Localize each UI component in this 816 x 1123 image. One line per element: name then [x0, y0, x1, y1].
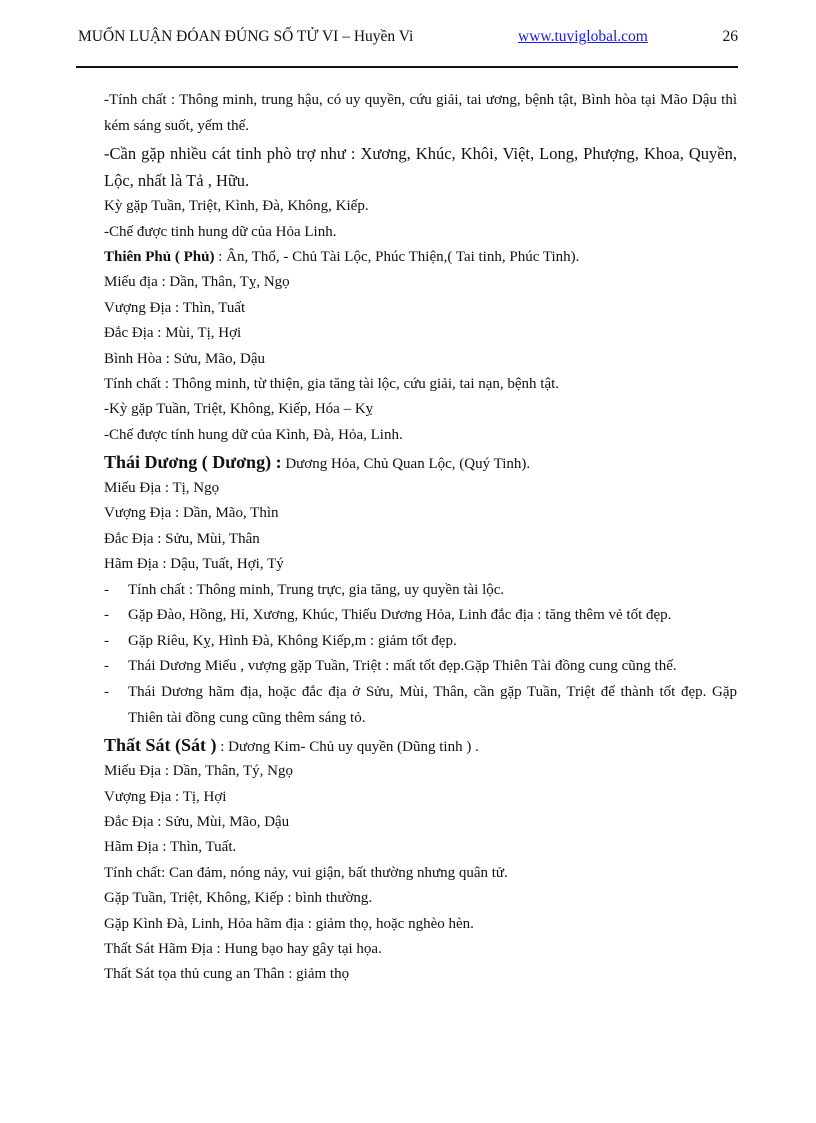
that-sat-line: Gặp Kình Đà, Linh, Hỏa hãm địa : giảm thọ, hoặc nghèo hèn.: [104, 915, 474, 932]
intro-line-3: Kỳ gặp Tuần, Triệt, Kình, Đà, Không, Kiếp.: [104, 198, 369, 215]
bullet-text: Thái Dương Miếu , vượng gặp Tuần, Triệt : mất tốt đẹp.Gặp Thiên Tài đồng cung cũng thế.: [128, 658, 677, 675]
thai-duong-heading-desc: Dương Hỏa, Chủ Quan Lộc, (Quý Tinh).: [281, 456, 531, 473]
thien-phu-line: -Kỳ gặp Tuần, Triệt, Không, Kiếp, Hóa – Kỵ: [104, 401, 374, 418]
that-sat-line: Đắc Địa : Sửu, Mùi, Mão, Dậu: [104, 814, 290, 830]
that-sat-heading: Thất Sát (Sát ): [104, 735, 217, 756]
bullet-text: Gặp Riêu, Kỵ, Hình Đà, Không Kiếp,m : giảm tốt đẹp.: [128, 632, 457, 649]
thien-phu-line: Tính chất : Thông minh, từ thiện, gia tăng tài lộc, cứu giải, tai nạn, bệnh tật.: [104, 375, 560, 392]
thien-phu-heading-desc: : Ân, Thổ, - Chủ Tài Lộc, Phúc Thiện,( Tai tinh, Phúc Tinh).: [214, 248, 580, 265]
bullet-dash: -: [104, 632, 109, 649]
thai-duong-line: Hãm Địa : Dậu, Tuất, Hợi, Tý: [104, 556, 284, 573]
that-sat-line: Miếu Địa : Dần, Thân, Tý, Ngọ: [104, 763, 294, 780]
thien-phu-heading: Thiên Phủ ( Phủ): [104, 248, 215, 265]
header-title: MUỐN LUẬN ĐÓAN ĐÚNG SỐ TỬ VI – Huyền Vi: [78, 28, 414, 45]
bullet-text: Tính chất : Thông minh, Trung trực, gia tăng, uy quyền tài lộc.: [128, 581, 505, 598]
bullet-dash: -: [104, 581, 109, 598]
section-heading-thai-duong: [104, 448, 737, 476]
list-item: [104, 680, 737, 731]
that-sat-line: Gặp Tuần, Triệt, Không, Kiếp : bình thường.: [104, 890, 373, 907]
header-url-link[interactable]: www.tuviglobal.com: [518, 28, 648, 45]
that-sat-line: Thất Sát Hãm Địa : Hung bạo hay gây tại họa.: [104, 940, 382, 957]
section-heading-thien-phu: [104, 245, 737, 270]
thai-duong-bullet-list: [104, 578, 737, 732]
section-heading-that-sat: [104, 731, 737, 759]
thien-phu-line: Miếu địa : Dần, Thân, Tỵ, Ngọ: [104, 274, 290, 291]
bullet-dash: -: [104, 607, 109, 624]
that-sat-line: Thất Sát tọa thủ cung an Thân : giảm thọ: [104, 966, 350, 983]
intro-paragraph-2: -Cần gặp nhiều cát tinh phò trợ như : Xương, Khúc, Khôi, Việt, Long, Phượng, Khoa, Quyền, Lộc, nhất là Tả , Hữu.: [104, 144, 737, 191]
thai-duong-line: Đắc Địa : Sửu, Mùi, Thân: [104, 530, 260, 547]
document-body: [104, 88, 737, 988]
list-item: [104, 629, 737, 655]
thai-duong-line: Miếu Địa : Tị, Ngọ: [104, 480, 220, 497]
that-sat-line: Hãm Địa : Thìn, Tuất.: [104, 839, 237, 856]
bullet-text: Thái Dương hãm địa, hoặc đắc địa ở Sửu, Mùi, Thân, cần gặp Tuần, Triệt để thành tốt đẹp. Gặp Thiên tài đồng cung cũng thêm sáng tỏ.: [128, 684, 737, 726]
intro-line-4: -Chế được tinh hung dữ của Hỏa Linh.: [104, 223, 337, 240]
list-item: [104, 603, 737, 629]
that-sat-line: Tính chất: Can đảm, nóng nảy, vui giận, bất thường nhưng quân tử.: [104, 864, 508, 881]
thai-duong-heading: Thái Dương ( Dương) :: [104, 452, 282, 473]
that-sat-heading-desc: : Dương Kim- Chủ uy quyền (Dũng tinh ) .: [216, 739, 479, 756]
thien-phu-line: -Chế được tính hung dữ của Kình, Đà, Hỏa, Linh.: [104, 426, 403, 443]
bullet-dash: -: [104, 684, 109, 701]
page-number: 26: [722, 28, 738, 45]
thai-duong-line: Vượng Địa : Dần, Mão, Thìn: [104, 505, 279, 522]
thien-phu-line: Vượng Địa : Thìn, Tuất: [104, 299, 246, 316]
thien-phu-line: Bình Hòa : Sửu, Mão, Dậu: [104, 350, 266, 367]
that-sat-line: Vượng Địa : Tị, Hợi: [104, 788, 227, 805]
list-item: [104, 654, 737, 680]
thien-phu-line: Đắc Địa : Mùi, Tị, Hợi: [104, 325, 242, 342]
intro-paragraph-1: -Tính chất : Thông minh, trung hậu, có uy quyền, cứu giải, tai ương, bệnh tật, Bình hòa tại Mão Dậu thì kém sáng suốt, yếm thế.: [104, 92, 737, 134]
bullet-text: Gặp Đào, Hồng, Hỉ, Xương, Khúc, Thiếu Dương Hỏa, Linh đắc địa : tăng thêm vẻ tốt đẹp.: [128, 607, 672, 624]
header-divider: [76, 66, 738, 68]
list-item: [104, 578, 737, 604]
page-header: [78, 28, 738, 52]
bullet-dash: -: [104, 658, 109, 675]
